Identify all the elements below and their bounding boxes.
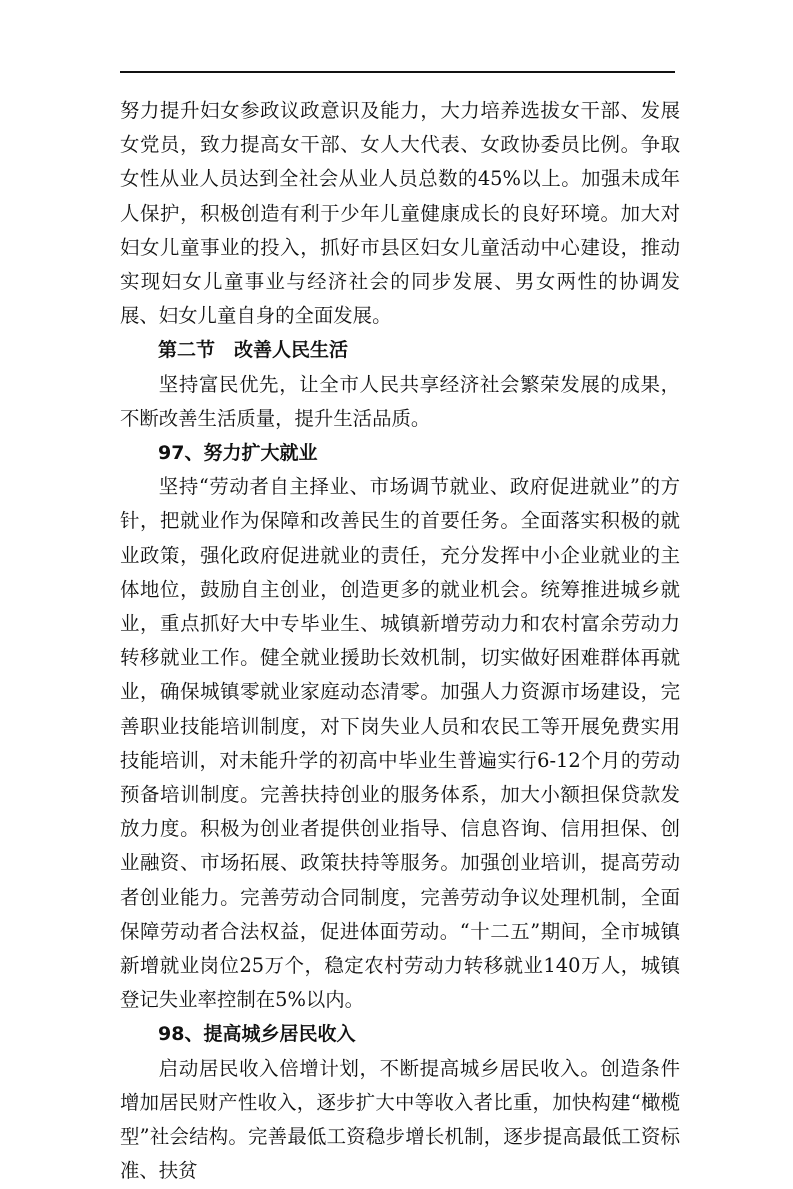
section-heading-improve-livelihood: 第二节 改善人民生活: [158, 339, 349, 362]
document-body: [120, 94, 680, 1189]
heading-97-expand-employment: 97、努力扩大就业: [158, 442, 318, 465]
paragraph-women-participation: 努力提升妇女参政议政意识及能力，大力培养选拔女干部、发展女党员，致力提高女干部、女人大代表、女政协委员比例。争取女性从业人员达到全社会从业人员总数的45%以上。加强未成年人保护，积极创造有利于少年儿童健康成长的良好环境。加大对妇女儿童事业的投入，抓好市县区妇女儿童活动中心建设，推动实现妇女儿童事业与经济社会的同步发展、男女两性的协调发展、妇女儿童自身的全面发展。: [120, 99, 680, 328]
heading-98-raise-income: 98、提高城乡居民收入: [158, 1023, 356, 1046]
paragraph-enrich-people: 坚持富民优先，让全市人民共享经济社会繁荣发展的成果，不断改善生活质量，提升生活品质。: [120, 372, 680, 430]
paragraph-employment: 坚持“劳动者自主择业、市场调节就业、政府促进就业”的方针，把就业作为保障和改善民生的首要任务。全面落实积极的就业政策，强化政府促进就业的责任，充分发挥中小企业就业的主体地位，鼓励自主创业，创造更多的就业机会。统筹推进城乡就业，重点抓好大中专毕业生、城镇新增劳动力和农村富余劳动力转移就业工作。健全就业援助长效机制，切实做好困难群体再就业，确保城镇零就业家庭动态清零。加强人力资源市场建设，完善职业技能培训制度，对下岗失业人员和农民工等开展免费实用技能培训，对未能升学的初高中毕业生普遍实行6-12个月的劳动预备培训制度。完善扶持创业的服务体系，加大小额担保贷款发放力度。积极为创业者提供创业指导、信息咨询、信用担保、创业融资、市场拓展、政策扶持等服务。加强创业培训，提高劳动者创业能力。完善劳动合同制度，完善劳动争议处理机制，全面保障劳动者合法权益，促进体面劳动。“十二五”期间，全市城镇新增就业岗位25万个，稳定农村劳动力转移就业140万人，城镇登记失业率控制在5%以内。: [120, 475, 680, 1012]
header-rule: [120, 71, 675, 73]
paragraph-income: 启动居民收入倍增计划，不断提高城乡居民收入。创造条件增加居民财产性收入，逐步扩大中等收入者比重，加快构建“橄榄型”社会结构。完善最低工资稳步增长机制，逐步提高最低工资标准、扶贫: [120, 1056, 680, 1183]
